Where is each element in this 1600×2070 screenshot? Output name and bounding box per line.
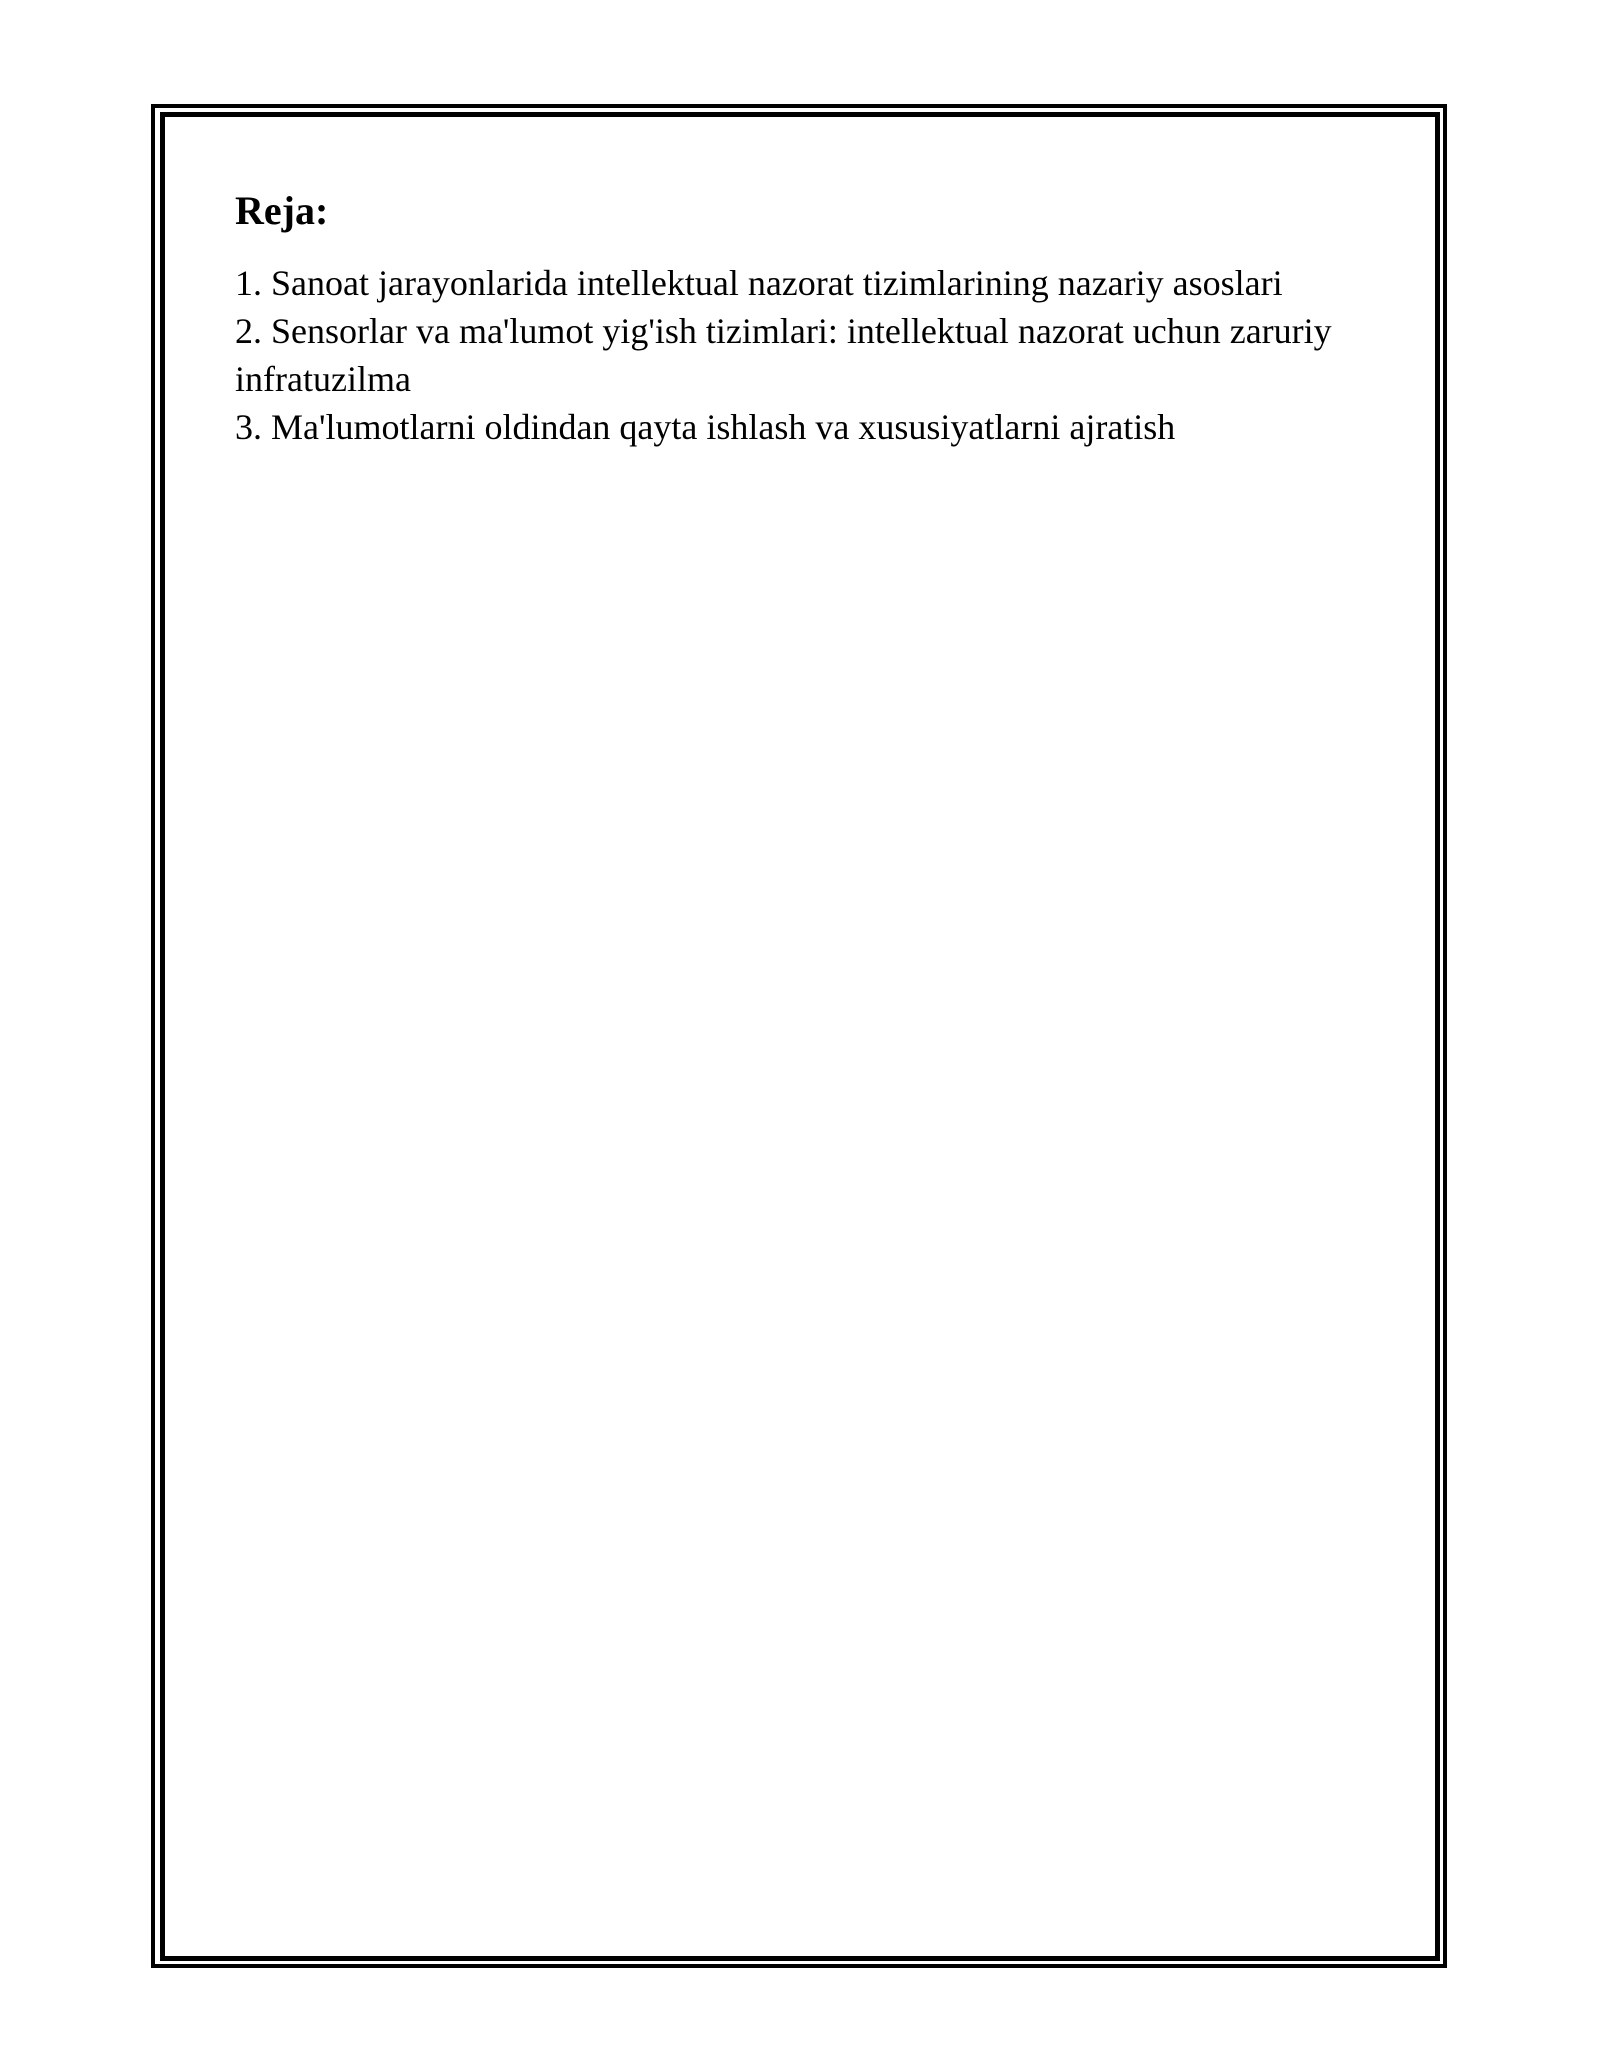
- plan-list: [235, 259, 1365, 451]
- plan-item-2: 2. Sensorlar va ma'lumot yig'ish tizimlari: intellektual nazorat uchun zaruriy infratuzilma: [235, 311, 1332, 399]
- plan-item-3: 3. Ma'lumotlarni oldindan qayta ishlash va xususiyatlarni ajratish: [235, 407, 1176, 447]
- page-content: [235, 183, 1365, 451]
- plan-item-1: 1. Sanoat jarayonlarida intellektual nazorat tizimlarining nazariy asoslari: [235, 263, 1283, 303]
- plan-heading: Reja:: [235, 188, 329, 233]
